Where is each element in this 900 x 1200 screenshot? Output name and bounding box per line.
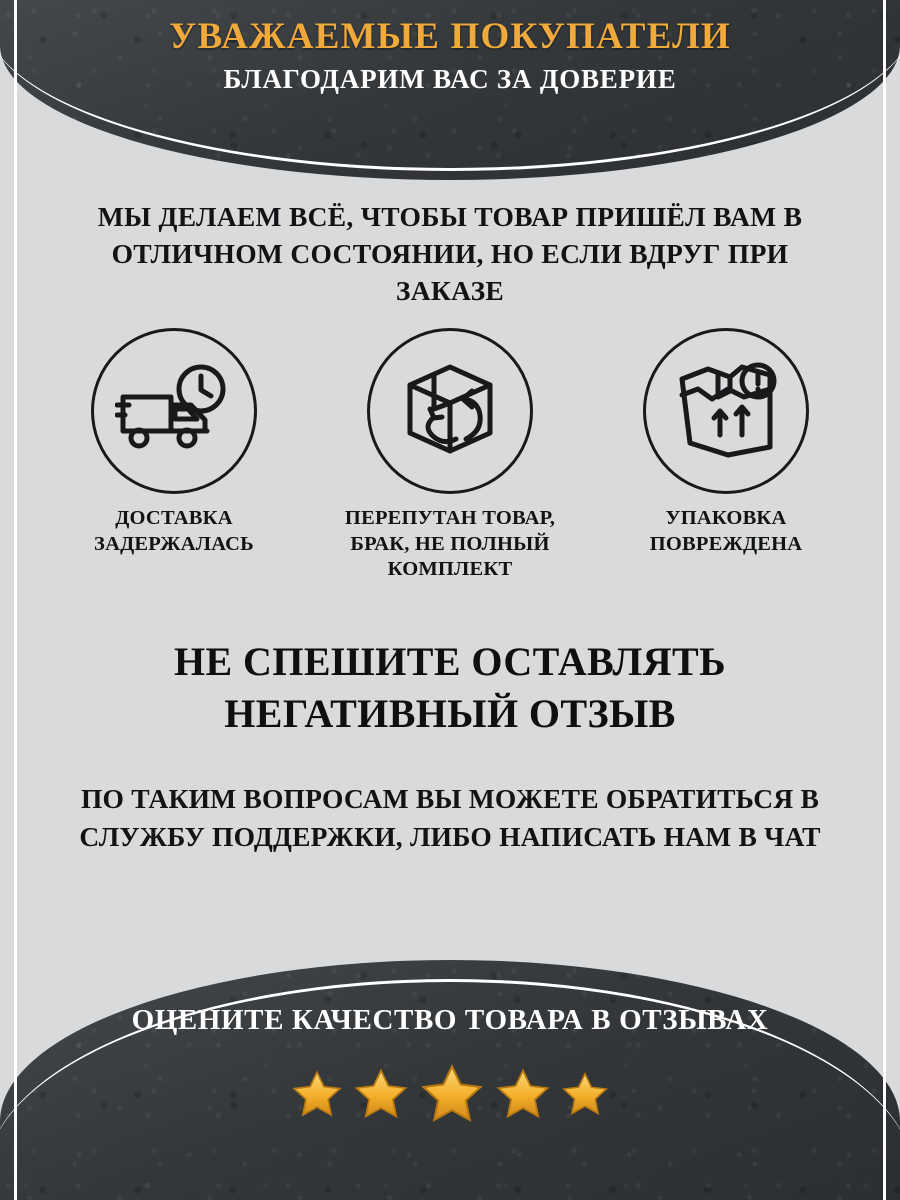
footer-call-to-action: ОЦЕНИТЕ КАЧЕСТВО ТОВАРА В ОТЗЫВАХ xyxy=(131,1004,769,1036)
page-title: УВАЖАЕМЫЕ ПОКУПАТЕЛИ xyxy=(169,16,731,57)
star-icon xyxy=(559,1069,611,1121)
footer xyxy=(0,960,900,1200)
support-text: ПО ТАКИМ ВОПРОСАМ ВЫ МОЖЕТЕ ОБРАТИТЬСЯ В СЛУЖБУ ПОДДЕРЖКИ, ЛИБО НАПИСАТЬ НАМ В ЧАТ xyxy=(79,783,821,852)
issues-row xyxy=(48,328,852,583)
damaged-package-icon xyxy=(643,328,809,494)
issue-item-delivery-delayed xyxy=(48,328,300,557)
star-icon xyxy=(417,1060,487,1130)
intro-text: МЫ ДЕЛАЕМ ВСЁ, ЧТОБЫ ТОВАР ПРИШЁЛ ВАМ В ОТЛИЧНОМ СОСТОЯНИИ, НО ЕСЛИ ВДРУГ ПРИ ЗАКАЗЕ xyxy=(97,201,803,307)
issue-item-wrong-item xyxy=(324,328,576,583)
headline-text: НЕ СПЕШИТЕ ОСТАВЛЯТЬ НЕГАТИВНЫЙ ОТЗЫВ xyxy=(174,639,726,736)
header xyxy=(0,16,900,96)
delivery-truck-clock-icon xyxy=(91,328,257,494)
star-icon xyxy=(289,1067,345,1123)
header-subtitle: БЛАГОДАРИМ ВАС ЗА ДОВЕРИЕ xyxy=(223,64,677,95)
star-icon xyxy=(351,1065,411,1125)
rating-stars xyxy=(0,1060,900,1130)
issue-caption: ПЕРЕПУТАН ТОВАР, БРАК, НЕ ПОЛНЫЙ КОМПЛЕКТ xyxy=(344,507,556,581)
box-return-arrow-icon xyxy=(367,328,533,494)
star-icon xyxy=(493,1065,553,1125)
issue-caption: ДОСТАВКА ЗАДЕРЖАЛАСЬ xyxy=(94,507,254,555)
issue-item-damaged-package xyxy=(600,328,852,557)
issue-caption: УПАКОВКА ПОВРЕЖДЕНА xyxy=(649,507,803,555)
